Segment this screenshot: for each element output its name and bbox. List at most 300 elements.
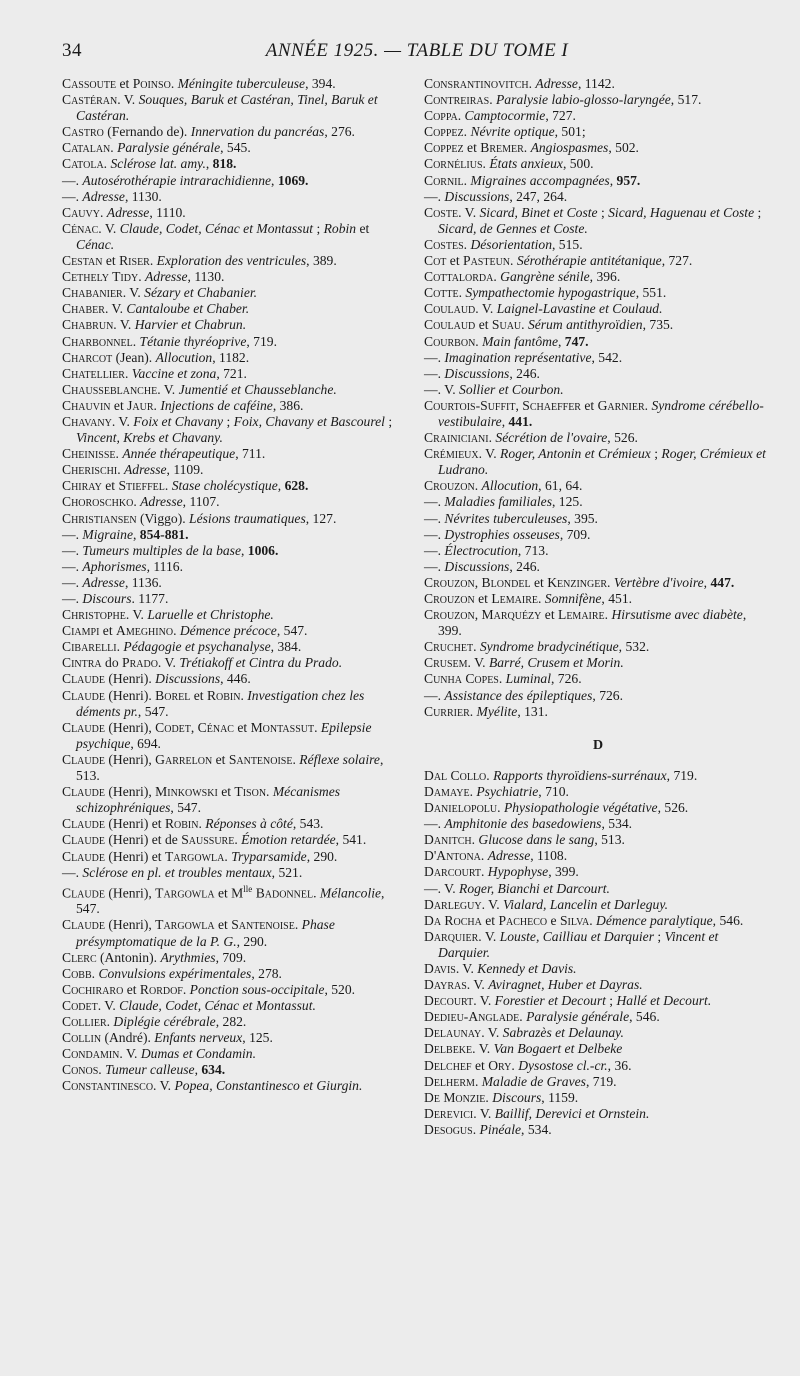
index-entry [62, 881, 410, 918]
entry-text: . V. [157, 381, 179, 397]
index-entry [62, 816, 410, 832]
entry-text: Dayras [424, 977, 467, 993]
entry-text: Migraine [82, 526, 133, 542]
entry-text: et [233, 719, 251, 735]
index-entry [424, 108, 772, 124]
entry-text: . [497, 800, 504, 816]
entry-text: . [99, 204, 107, 220]
index-entry [424, 897, 772, 913]
entry-text: . V. [475, 301, 497, 317]
entry-text: Claude, Codet, Cénac et Montassut. [119, 997, 316, 1013]
entry-text: Cornélius [424, 156, 483, 172]
index-entry [424, 929, 772, 961]
entry-text: et [446, 253, 464, 269]
entry-text: et [116, 76, 133, 91]
page-number: 34 [62, 40, 82, 61]
entry-text: . [313, 885, 320, 901]
index-entry [62, 1046, 410, 1062]
entry-text: . [472, 1121, 480, 1137]
entry-text: Codet [62, 997, 98, 1013]
entry-text: Courbon [424, 333, 476, 349]
entry-text: Cethely Tidy [62, 269, 139, 285]
entry-text: —. [62, 864, 83, 880]
index-entry [62, 189, 410, 205]
index-entry [424, 382, 772, 398]
entry-text: Névrite optique [470, 124, 555, 140]
entry-text: Davis [424, 960, 456, 976]
entry-text: . [170, 76, 178, 91]
entry-text: . V. [122, 285, 145, 301]
index-entry [62, 494, 410, 510]
entry-text: Cibarelli [62, 639, 117, 655]
entry-text: , 1182. [212, 349, 250, 365]
entry-text: Luminal [505, 671, 551, 687]
entry-text: . [117, 462, 124, 478]
entry-text: Camptocormie [464, 108, 546, 124]
entry-text: Santenoise [228, 751, 293, 767]
entry-text: Allocution [481, 478, 539, 494]
entry-text: , 709. [559, 526, 591, 542]
entry-text: Coulaud [424, 317, 476, 333]
entry-text: . [198, 816, 206, 832]
entry-text: (Viggo). [136, 510, 190, 526]
entry-text: 957. [616, 172, 641, 188]
entry-text: Sécrétion de l'ovaire [495, 430, 608, 446]
entry-text: Dystrophies osseuses [444, 526, 560, 542]
entry-text: Silva [559, 912, 590, 928]
entry-text: Maladie de Graves [481, 1073, 586, 1089]
entry-text: , 61, 64. [538, 478, 583, 494]
index-entry [62, 559, 410, 575]
entry-text: . V. [98, 220, 120, 236]
entry-text: (Henri). [104, 671, 156, 687]
entry-text: . 1177. [131, 591, 169, 606]
entry-text: . V. [125, 607, 148, 623]
entry-text: —. [424, 816, 445, 832]
index-entry [424, 350, 772, 366]
entry-text: Decourt [424, 993, 474, 1009]
entry-text: Robin [164, 816, 199, 832]
entry-text: (Henri) et [104, 848, 165, 864]
entry-text: , 1130. [124, 188, 162, 204]
entry-text: Sézary et Chabanier. [144, 285, 258, 301]
entry-text: Lemaire [558, 607, 605, 623]
entry-text: ; [650, 446, 662, 462]
entry-text: Adresse [140, 494, 183, 510]
entry-text: . [110, 140, 118, 156]
entry-text: , [703, 574, 711, 590]
entry-text: Discours [82, 591, 132, 606]
entry-text: Cottalorda [424, 269, 494, 285]
entry-text: Sabrazès et Delaunay. [502, 1025, 624, 1041]
index-entry [62, 671, 410, 687]
entry-text: Cheinisse [62, 446, 116, 462]
entry-text: Coste [424, 204, 459, 220]
entry-text: Danitch [424, 832, 472, 848]
entry-text: Roger, Crémieux et Ludrano. [438, 446, 766, 478]
entry-text: Laignel-Lavastine et Coulaud. [496, 301, 663, 317]
entry-text: Tétanie thyréoprive [139, 333, 247, 349]
entry-text: Vaccine et zona [131, 365, 217, 381]
index-entry [62, 527, 410, 543]
entry-text: Dal Collo [424, 767, 487, 783]
entry-text: Cruchet [424, 639, 474, 655]
entry-text: et [102, 253, 120, 269]
entry-text: —. [62, 558, 83, 574]
index-entry [424, 591, 772, 607]
entry-text: Charcot [62, 349, 113, 365]
entry-text: , 502. [608, 140, 639, 156]
entry-text: et [99, 623, 117, 639]
entry-text: Phase présymptomatique de la P. G. [76, 917, 335, 949]
entry-text: . V. [473, 1105, 495, 1121]
entry-text: États anxieux [489, 156, 563, 172]
index-entry [62, 156, 410, 172]
entry-text: . [133, 494, 141, 510]
entry-text: Désorientation [470, 236, 552, 252]
entry-text: , 515. [552, 236, 583, 252]
entry-text: Myélite [476, 703, 518, 719]
entry-text: . V. [467, 655, 489, 671]
entry-text: Somnifène [544, 591, 602, 606]
entry-text: e [547, 912, 560, 928]
entry-text: Borel [155, 687, 191, 703]
entry-text: Forestier et Decourt [494, 993, 606, 1009]
entry-text: . V. [472, 1041, 494, 1057]
entry-text: —. [62, 172, 83, 188]
entry-text: , 719. [666, 767, 698, 783]
entry-text: Coulaud [424, 301, 476, 317]
entry-text: —. [62, 591, 83, 606]
index-entry [62, 462, 410, 478]
index-entry [424, 430, 772, 446]
entry-text: . V. [111, 413, 134, 429]
entry-text: Pasteun [463, 253, 511, 269]
entry-text: Bremer [480, 140, 524, 156]
index-entry [424, 253, 772, 269]
entry-text: Stase cholécystique [171, 478, 278, 494]
entry-text: Année thérapeutique [122, 446, 236, 462]
index-entry [424, 317, 772, 333]
entry-text: Hallé et Decourt. [616, 993, 712, 1009]
index-entry [62, 966, 410, 982]
index-entry [62, 269, 410, 285]
entry-text: Darleguy [424, 896, 482, 912]
entry-text: Gangrène sénile [500, 269, 590, 285]
entry-text: Crainiciani [424, 430, 489, 446]
entry-text: . [644, 397, 652, 413]
entry-text: Constantinesco [62, 1078, 154, 1094]
entry-text: 1006. [247, 542, 279, 558]
entry-text: , 546. [629, 1009, 660, 1025]
index-entry [62, 1030, 410, 1046]
entry-text: Ory [488, 1057, 512, 1073]
entry-text: (Antonin). [96, 949, 161, 965]
entry-text: Castéran [62, 92, 118, 108]
entry-text: , 1159. [541, 1089, 579, 1105]
index-entry [62, 140, 410, 156]
entry-text: . [489, 92, 496, 108]
entry-text: Souques, Baruk et Castéran, Tinel, Baruk et Castéran. [76, 92, 378, 124]
entry-text: Psychiatrie [476, 783, 539, 799]
entry-text: , 246. [509, 558, 540, 574]
entry-text: , 395. [567, 510, 598, 526]
index-entry [62, 623, 410, 639]
entry-text: Sicard, de Gennes et Coste. [438, 220, 588, 236]
index-entry [424, 156, 772, 172]
entry-text: Cénac [62, 220, 99, 236]
entry-text: . V. [478, 446, 501, 462]
entry-text: , [271, 172, 278, 188]
entry-text: , 710. [538, 783, 569, 799]
entry-text: Crouzon [424, 591, 475, 606]
entry-text: Physiopathologie végétative [503, 800, 658, 816]
entry-text: . [457, 108, 465, 124]
entry-text: —. [424, 510, 445, 526]
entry-text: Catalan [62, 140, 111, 156]
entry-text: —. [424, 526, 445, 542]
index-entry [424, 494, 772, 510]
entry-text: Foix, Chavany et Bascourel [233, 413, 385, 429]
entry-text: Ciampi [62, 623, 100, 639]
entry-text: —. [424, 558, 445, 574]
entry-text: , 543. [292, 816, 324, 832]
entry-text: . [292, 751, 300, 767]
entry-text: Angiospasmes [530, 140, 609, 156]
entry-text: (Henri), [104, 885, 156, 901]
entry-text: Maladies familiales [444, 494, 552, 510]
entry-text: , 127. [305, 510, 337, 526]
index-entry [62, 832, 410, 848]
entry-text: lle [243, 883, 253, 894]
entry-text: —. [62, 542, 83, 558]
index-entry [424, 1041, 772, 1057]
index-entry [62, 1062, 410, 1078]
entry-text: Delbeke [424, 1041, 473, 1057]
page-header [62, 40, 772, 68]
entry-text: Garnier [597, 397, 645, 413]
entry-text: et [474, 591, 492, 606]
entry-text: Discussions [155, 671, 221, 687]
index-entry [424, 1106, 772, 1122]
index-entry [424, 913, 772, 929]
entry-text: Damaye [424, 783, 470, 799]
entry-text: Robin [323, 220, 357, 236]
entry-text: Minkowski [155, 784, 218, 800]
index-entry [424, 527, 772, 543]
entry-text: Réflexe solaire [299, 751, 380, 767]
entry-text: Adresse [535, 76, 578, 91]
entry-text: . [537, 591, 545, 606]
index-column-right [424, 76, 772, 1138]
entry-text: Cantaloube et Chaber. [126, 301, 250, 317]
entry-text: Claude [62, 687, 105, 703]
index-entry [62, 301, 410, 317]
entry-text: Charbonnel [62, 333, 133, 349]
index-entry [62, 511, 410, 527]
entry-text: , 131. [517, 703, 548, 719]
entry-text: Cochiraro [62, 981, 124, 997]
index-entry [62, 1078, 410, 1094]
entry-text: , 721. [216, 365, 247, 381]
entry-text: Pinéale [479, 1121, 522, 1137]
entry-text: D'Antona [424, 848, 481, 864]
entry-text: Sclérose en pl. et troubles mentaux [82, 864, 272, 880]
entry-text: Pédagogie et psychanalyse [123, 639, 271, 655]
entry-text: Contreiras [424, 92, 490, 108]
entry-text: . [604, 607, 612, 623]
entry-text: et [471, 1057, 489, 1073]
index-entry [62, 76, 410, 92]
index-entry [424, 285, 772, 301]
entry-text: , 278. [251, 965, 282, 981]
entry-text: Migraines accompagnées [470, 172, 610, 188]
entry-text: Coppez [424, 140, 464, 156]
entry-text: (Henri), [104, 719, 156, 735]
entry-text: ; [754, 204, 762, 220]
entry-text: , 719. [246, 333, 277, 349]
entry-text: Blondel [481, 574, 531, 590]
entry-text: Arythmies [160, 949, 216, 965]
entry-text: Névrites tuberculeuses [444, 510, 568, 526]
entry-text: , 1110. [149, 204, 186, 220]
entry-text: , 451. [601, 591, 633, 606]
entry-text: . [523, 140, 531, 156]
entry-text: Danielopolu [424, 800, 498, 816]
entry-text: . [314, 719, 321, 735]
entry-text: Cobb [62, 965, 92, 981]
index-entry [424, 511, 772, 527]
index-entry [424, 832, 772, 848]
entry-text: Courtois-Suffit [424, 397, 516, 413]
entry-text: —. [424, 365, 445, 381]
entry-text: . [511, 1057, 519, 1073]
entry-text: Claude [62, 751, 105, 767]
entry-text: . [266, 784, 273, 800]
entry-text: et [212, 751, 229, 767]
entry-text: Crusem [424, 655, 468, 671]
entry-text: Consrantinovitch [424, 76, 529, 91]
entry-text: Amphitonie des basedowiens [444, 816, 602, 832]
entry-text: Cestan [62, 253, 103, 269]
entry-text: et [475, 317, 492, 333]
entry-text: , 394. [305, 76, 336, 91]
entry-text: . V. [481, 896, 504, 912]
entry-text: . [224, 848, 232, 864]
entry-text: Baillif, Derevici et Ornstein. [494, 1105, 650, 1121]
entry-text: . [469, 703, 477, 719]
entry-text: Mécanismes schizophréniques [76, 784, 341, 816]
entry-text: Coppez [424, 124, 464, 140]
entry-text: , 526. [607, 430, 638, 446]
entry-text: . [124, 365, 132, 381]
entry-text: Christophe [62, 607, 126, 623]
entry-text: —. [424, 349, 445, 365]
index-entry [424, 189, 772, 205]
entry-text: . V. [455, 960, 478, 976]
entry-text: Paralysie labio-glosso-laryngée [495, 92, 671, 108]
entry-text: , 384. [270, 639, 302, 655]
entry-text: Cherischi [62, 462, 118, 478]
entry-text: Vialard, Lancelin et Darleguy. [503, 896, 669, 912]
entry-text: , [474, 574, 482, 590]
index-entry [424, 575, 772, 591]
entry-text: 1069. [277, 172, 309, 188]
entry-text: Rordof [139, 981, 183, 997]
entry-text: . [182, 981, 190, 997]
entry-text: , 1109. [166, 462, 204, 478]
entry-text: Prado [122, 655, 158, 671]
index-entry [62, 865, 410, 881]
entry-text: Sclérose lat. amy. [110, 156, 206, 172]
entry-text: Syndrome cérébello-vestibulaire [438, 397, 764, 429]
index-entry [424, 961, 772, 977]
entry-text: Adresse [82, 574, 125, 590]
entry-text: . [473, 639, 480, 655]
entry-text: Ameghino [116, 623, 174, 639]
entry-text: , 517. [670, 92, 702, 108]
entry-text: Adresse [123, 462, 167, 478]
running-title: ANNÉE 1925. — TABLE DU TOME I [265, 40, 569, 61]
entry-text: Adresse [487, 848, 531, 864]
index-entry [62, 382, 410, 398]
entry-text: Codet, Cénac [155, 719, 234, 735]
entry-text: (Henri) et de [104, 832, 182, 848]
entry-text: Cassoute [62, 76, 117, 91]
entry-text: Discussions [444, 558, 510, 574]
entry-text: Roger, Bianchi et Darcourt. [459, 880, 610, 896]
entry-text: Catola [62, 156, 104, 172]
index-entry [62, 998, 410, 1014]
entry-text: —. [62, 526, 83, 542]
entry-text: , 247, 264. [509, 188, 568, 204]
entry-text: Crouzon [424, 478, 475, 494]
entry-text: , 513. [76, 751, 384, 784]
index-entry [424, 655, 772, 671]
entry-text: , 551. [635, 285, 667, 301]
entry-text: Lemaire [491, 591, 538, 606]
index-entry [424, 768, 772, 784]
entry-text: Castro [62, 124, 104, 140]
entry-text: Sérothérapie antitétanique [516, 253, 662, 269]
entry-text: Imagination représentative [444, 349, 592, 365]
index-entry [62, 350, 410, 366]
entry-text: , 399. [438, 607, 747, 639]
entry-text: . [164, 478, 172, 494]
entry-text: . [91, 965, 99, 981]
entry-text: . V. [104, 301, 127, 317]
index-entry [424, 704, 772, 720]
entry-text: . [521, 317, 528, 333]
entry-text: Laruelle et Christophe. [147, 607, 274, 623]
index-entry [62, 575, 410, 591]
entry-text: , [609, 172, 617, 188]
entry-text: Main fantôme [482, 333, 558, 349]
index-entry [424, 92, 772, 108]
index-entry [62, 591, 410, 607]
index-entry [62, 317, 410, 333]
index-entry [424, 848, 772, 864]
index-entry [62, 366, 410, 382]
entry-text: Hirsutisme avec diabète [611, 607, 743, 623]
entry-text: Adresse [82, 188, 125, 204]
entry-text: et [463, 140, 481, 156]
entry-text: . [481, 864, 488, 880]
index-entry [424, 607, 772, 639]
entry-text: Électrocution [444, 542, 518, 558]
entry-text: . [294, 917, 302, 933]
index-entry [62, 1014, 410, 1030]
